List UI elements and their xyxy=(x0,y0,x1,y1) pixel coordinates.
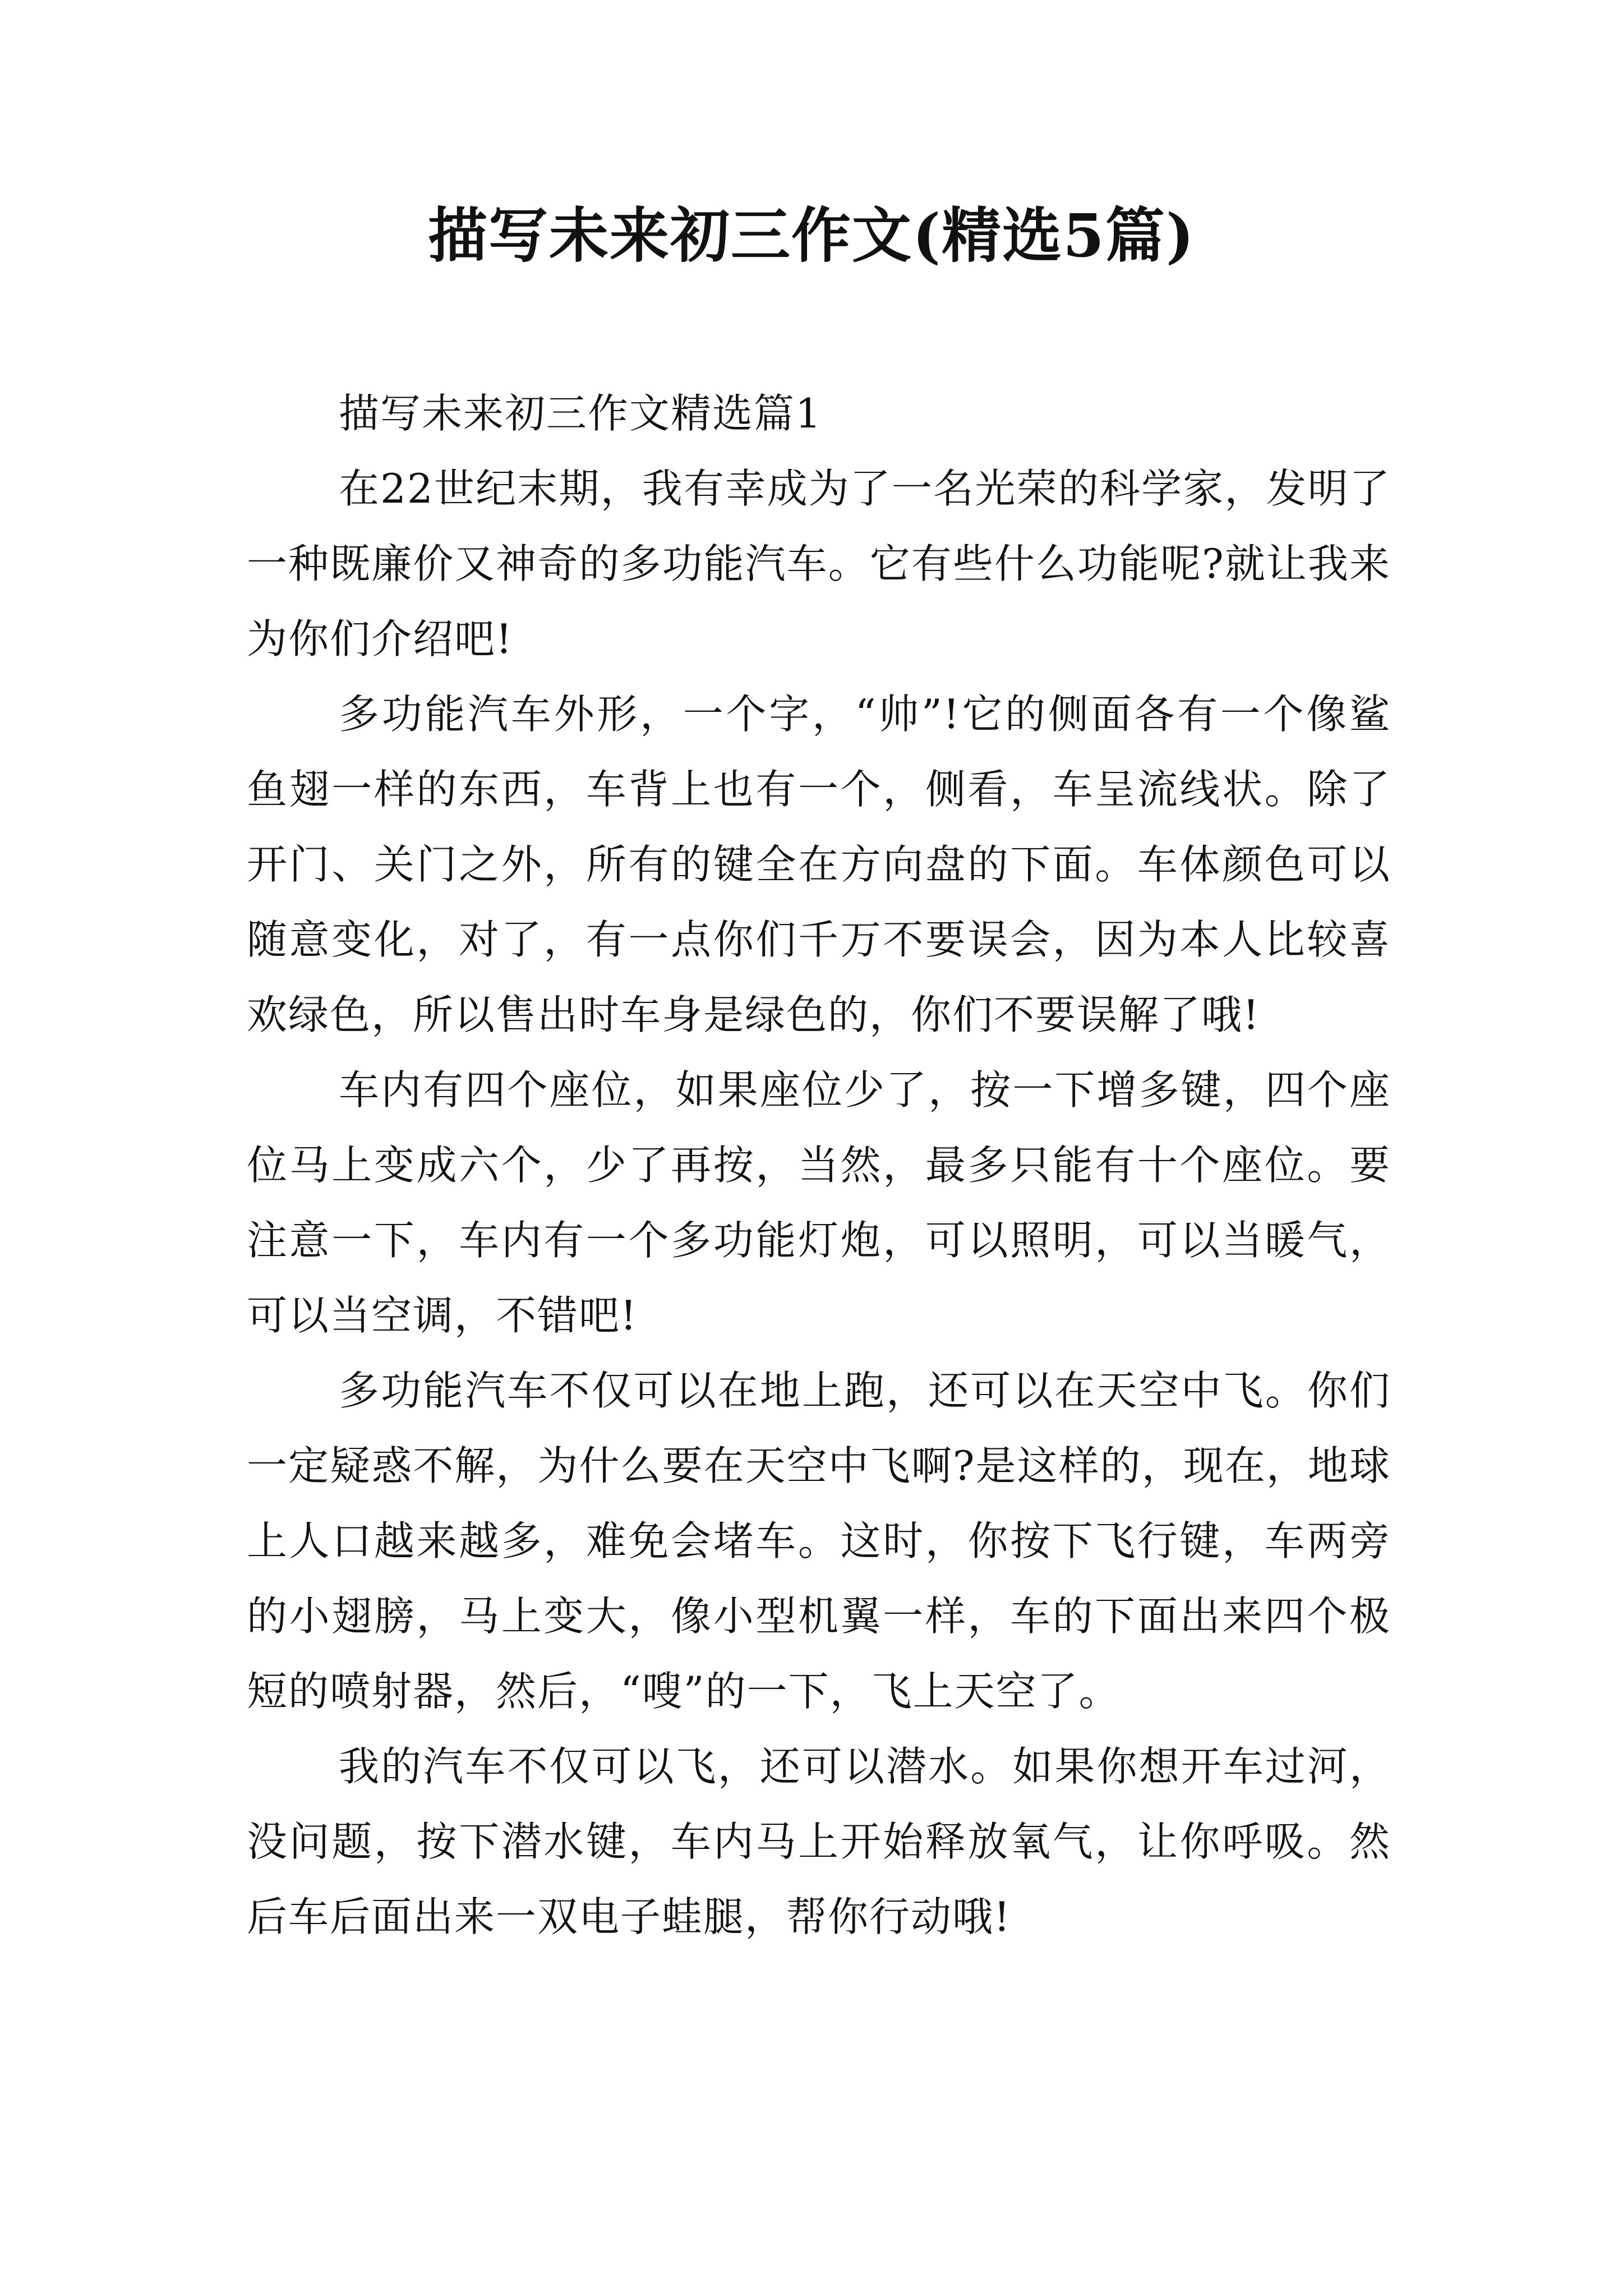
paragraph-3: 车内有四个座位，如果座位少了，按一下增多键，四个座位马上变成六个，少了再按，当然，最多只能有十个座位。要注意一下，车内有一个多功能灯炮，可以照明，可以当暖气，可以当空调，不错吧! xyxy=(247,1066,1391,1339)
paragraph-5: 我的汽车不仅可以飞，还可以潜水。如果你想开车过河，没问题，按下潜水键，车内马上开始释放氧气，让你呼吸。然后车后面出来一双电子蛙腿，帮你行动哦! xyxy=(247,1743,1391,1940)
paragraph-4: 多功能汽车不仅可以在地上跑，还可以在天空中飞。你们一定疑惑不解，为什么要在天空中飞啊?是这样的，现在，地球上人口越来越多，难免会堵车。这时，你按下飞行键，车两旁的小翅膀，马上变大，像小型机翼一样，车的下面出来四个极短的喷射器，然后，“嗖”的一下，飞上天空了。 xyxy=(247,1367,1391,1715)
document-body xyxy=(247,376,1391,1954)
document-title: 描写未来初三作文(精选5篇) xyxy=(427,200,1196,270)
paragraph-2: 多功能汽车外形，一个字，“帅”!它的侧面各有一个像鲨鱼翅一样的东西，车背上也有一个，侧看，车呈流线状。除了开门、关门之外，所有的键全在方向盘的下面。车体颜色可以随意变化，对了，有一点你们千万不要误会，因为本人比较喜欢绿色，所以售出时车身是绿色的，你们不要误解了哦! xyxy=(247,691,1391,1038)
paragraph-1: 在22世纪末期，我有幸成为了一名光荣的科学家，发明了一种既廉价又神奇的多功能汽车。它有些什么功能呢?就让我来为你们介绍吧! xyxy=(247,465,1391,662)
section-heading: 描写未来初三作文精选篇1 xyxy=(339,390,822,437)
